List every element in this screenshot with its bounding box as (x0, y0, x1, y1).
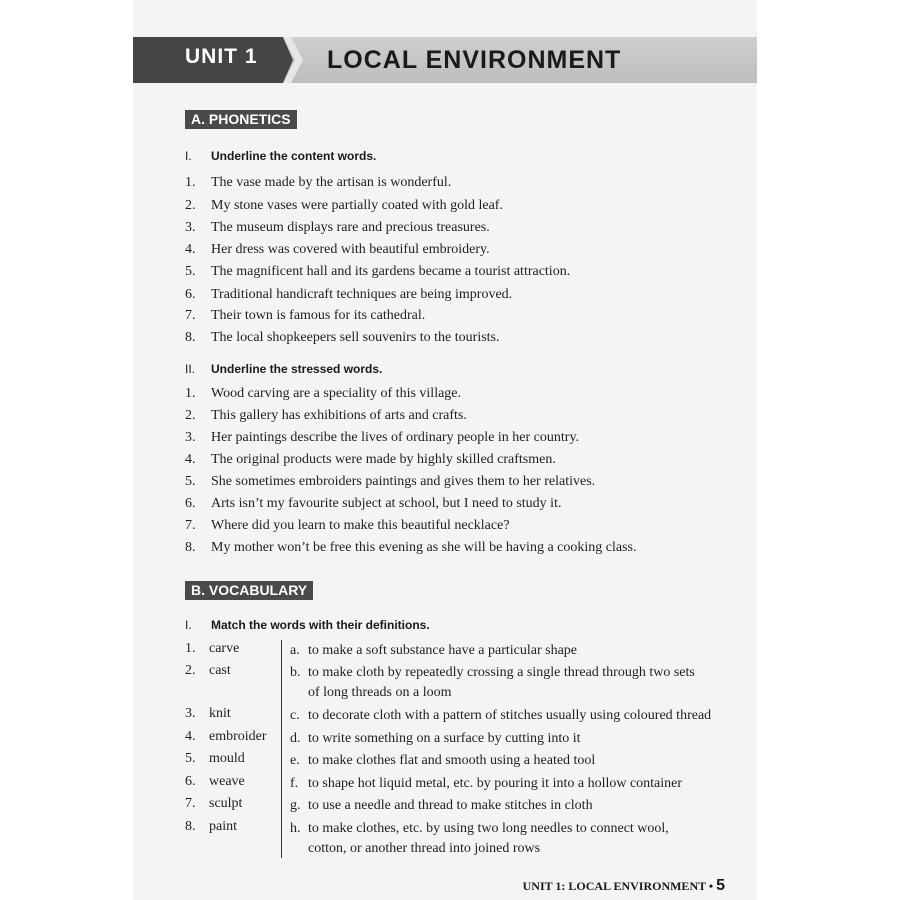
match-word: sculpt (209, 796, 243, 811)
match-definition (290, 663, 722, 703)
item-text: Their town is famous for its cathedral. (211, 308, 426, 323)
item-number: 3. (185, 706, 196, 721)
definition-letter: b. (290, 665, 301, 680)
match-word: embroider (209, 729, 267, 744)
item-text: The vase made by the artisan is wonderful. (211, 175, 452, 190)
item-number: 6. (185, 496, 196, 511)
match-definition (290, 774, 722, 794)
item-number: 3. (185, 430, 196, 445)
match-word: paint (209, 819, 237, 834)
definition-text: to write something on a surface by cutting into it (308, 731, 581, 746)
match-definition (290, 819, 722, 859)
definition-letter: d. (290, 731, 301, 746)
item-number: 2. (185, 408, 196, 423)
item-text: The local shopkeepers sell souvenirs to the tourists. (211, 330, 500, 345)
definition-continuation: cotton, or another thread into joined rows (308, 841, 541, 856)
list-item (185, 518, 510, 534)
list-item (185, 330, 500, 346)
item-text: Wood carving are a speciality of this village. (211, 386, 462, 401)
item-text: Her paintings describe the lives of ordinary people in her country. (211, 430, 580, 445)
definition-continuation: of long threads on a loom (308, 685, 452, 700)
section-b-part1-heading (185, 618, 430, 632)
definition-text: to make a soft substance have a particular shape (308, 643, 578, 658)
list-item (185, 430, 579, 446)
list-item (185, 175, 451, 191)
match-definition (290, 706, 722, 726)
definition-text: to make clothes flat and smooth using a heated tool (308, 753, 596, 768)
item-number: 3. (185, 220, 196, 235)
unit-label: UNIT 1 (185, 45, 258, 68)
item-number: 8. (185, 330, 196, 345)
match-definition (290, 641, 722, 661)
list-item (185, 408, 467, 424)
item-number: 4. (185, 242, 196, 257)
section-a-heading: A. PHONETICS (185, 110, 297, 129)
item-number: 7. (185, 518, 196, 533)
list-item (185, 198, 503, 214)
roman-numeral: I. (185, 618, 192, 632)
definition-text: to shape hot liquid metal, etc. by pouring it into a hollow container (308, 776, 683, 791)
item-text: My stone vases were partially coated with gold leaf. (211, 198, 503, 213)
item-text: The magnificent hall and its gardens became a tourist attraction. (211, 264, 571, 279)
item-text: Traditional handicraft techniques are being improved. (211, 287, 513, 302)
item-number: 2. (185, 198, 196, 213)
list-item (185, 386, 461, 402)
unit-title: LOCAL ENVIRONMENT (327, 46, 622, 74)
section-a-part2-heading (185, 362, 382, 376)
list-item (185, 540, 636, 556)
section-a-part1-heading (185, 149, 376, 163)
page-footer (523, 877, 725, 895)
match-word: cast (209, 663, 231, 678)
item-number: 1. (185, 641, 196, 656)
match-word: weave (209, 774, 245, 789)
list-item (185, 308, 425, 324)
definition-text: to make clothes, etc. by using two long needles to connect wool, (308, 821, 669, 836)
match-word: carve (209, 641, 240, 656)
item-number: 8. (185, 540, 196, 555)
item-number: 6. (185, 287, 196, 302)
definition-letter: f. (290, 776, 299, 791)
definition-letter: a. (290, 643, 300, 658)
item-text: The museum displays rare and precious treasures. (211, 220, 490, 235)
match-word: mould (209, 751, 245, 766)
list-item (185, 287, 512, 303)
item-number: 5. (185, 751, 196, 766)
instruction: Underline the content words. (211, 149, 377, 163)
page-number: 5 (716, 877, 725, 894)
section-b-heading: B. VOCABULARY (185, 581, 313, 600)
definition-letter: c. (290, 708, 300, 723)
match-definition (290, 796, 722, 816)
instruction: Underline the stressed words. (211, 362, 383, 376)
item-number: 6. (185, 774, 196, 789)
item-number: 2. (185, 663, 196, 678)
item-text: Arts isn’t my favourite subject at school, but I need to study it. (211, 496, 562, 511)
roman-numeral: II. (185, 362, 196, 376)
item-text: The original products were made by highly skilled craftsmen. (211, 452, 556, 467)
item-number: 5. (185, 474, 196, 489)
list-item (185, 220, 490, 236)
item-number: 4. (185, 452, 196, 467)
item-number: 7. (185, 796, 196, 811)
textbook-page (133, 0, 757, 900)
footer-unit-title: UNIT 1: LOCAL ENVIRONMENT • (522, 879, 714, 893)
definition-text: to decorate cloth with a pattern of stitches usually using coloured thread (308, 708, 712, 723)
item-text: She sometimes embroiders paintings and gives them to her relatives. (211, 474, 596, 489)
item-text: Her dress was covered with beautiful embroidery. (211, 242, 490, 257)
item-text: My mother won’t be free this evening as she will be having a cooking class. (211, 540, 637, 555)
list-item (185, 264, 570, 280)
definition-letter: g. (290, 798, 301, 813)
item-number: 8. (185, 819, 196, 834)
definition-letter: h. (290, 821, 301, 836)
match-word: knit (209, 706, 231, 721)
instruction: Match the words with their definitions. (211, 618, 430, 632)
match-definition (290, 751, 722, 771)
match-definition (290, 729, 722, 749)
definition-letter: e. (290, 753, 300, 768)
unit-banner (133, 37, 757, 83)
item-number: 7. (185, 308, 196, 323)
definition-text: to use a needle and thread to make stitches in cloth (308, 798, 593, 813)
item-number: 4. (185, 729, 196, 744)
list-item (185, 474, 595, 490)
column-divider (281, 640, 282, 858)
item-text: This gallery has exhibitions of arts and crafts. (211, 408, 467, 423)
roman-numeral: I. (185, 149, 192, 163)
item-number: 1. (185, 175, 196, 190)
list-item (185, 242, 490, 258)
item-number: 1. (185, 386, 196, 401)
definition-text: to make cloth by repeatedly crossing a single thread through two sets (308, 665, 695, 680)
item-text: Where did you learn to make this beautiful necklace? (211, 518, 510, 533)
list-item (185, 496, 561, 512)
item-number: 5. (185, 264, 196, 279)
list-item (185, 452, 556, 468)
